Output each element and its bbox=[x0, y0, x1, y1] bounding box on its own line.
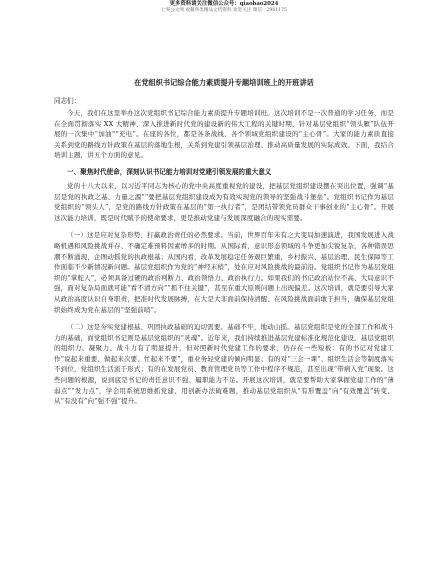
body-paragraph-1: 党的十八大以来，以习近平同志为核心的党中央高度重视党的建设，把基层党组织建设摆在突出位置，强调“基层是党的执政之基、力量之源”“要把基层党组织建设成为有效实现党的领导的坚强战斗堡垒”。党组织书记作为基层党组织的“领头人”，是党的路线方针政策在基层的“第一执行者”，是团结带领党员群众干事创业的“主心骨”。开展这次能力培训，既是时代赋予的使命要求，更是推动党建与发展深度融合的现实需要。 bbox=[54, 181, 394, 222]
section-heading-1: 一、聚焦时代使命，深刻认识书记能力培训对党建引领发展的重大意义 bbox=[67, 167, 272, 176]
header-line-1: 更多资料请关注微信公众号：qiaobao2024 bbox=[169, 1, 279, 7]
document-body bbox=[54, 78, 394, 407]
body-paragraph-3: （二）这是夯实党建根基、巩固执政基础的迫切需要。基础不牢，地动山摇。基层党组织是党的全部工作和战斗力的基础，而党组织书记则是基层党组织的“灵魂”。近年来，我们持续推进基层党建标准化规范化建设，基层党组织的组织力、凝聚力、战斗力有了明显提升，但对照新时代党建工作的要求，仍存在一些短板：有的书记对党建工作“说起来重要、做起来次要、忙起来不要”，重业务轻党建的倾向明显；有的对“三会一课”、组织生活会等制度落实不到位，党组织生活流于形式；有的在发展党员、教育管理党员等工作中程序不规范，甚至出现“带病入党”现象。这些问题的根源，说到底是书记的责任意识不强、履职能力不足。开展这次培训，就是要帮助大家掌握党建工作的“薄弱点”“发力点”，学会用系统思维抓党建、用创新办法破难题，推动基层党组织从“有形覆盖”向“有效覆盖”转变，从“有没有”向“强不强”提升。 bbox=[54, 323, 394, 406]
header-line-2: 七零公文网 收藏各类精品文档资料 欢迎关注 微信：2961175 bbox=[161, 8, 287, 13]
body-paragraph-2: （一）这是应对复杂形势、打赢政治责任的必然要求。当前，世界百年未有之大变局加速演进，我国发展进入战略机遇和风险挑战并存、不确定难预料因素增多的时期。从国际看，意识形态领域的斗争更加尖锐复杂，各种错误思潮不断涌现，企图动摇党的执政根基；从国内看，改革发展稳定任务艰巨繁重，乡村振兴、基层治理、民生保障等工作面临不少新情况新问题。基层党组织作为党的“神经末梢”，处在应对风险挑战的最前沿。党组织书记作为基层党组织的“掌舵人”，必须具备过硬的政治判断力、政治领悟力、政治执行力。如果我们的书记政治站位不高、大局意识不强，面对复杂局面就可能“看不清方向”“抓不住关键”，甚至在重大原则问题上出现偏差。这次培训，就是要引导大家从政治高度认识自身职责，把准时代发展脉搏，在大是大非面前保持清醒、在风险挑战面前敢于担当，确保基层党组织始终成为党在基层的“坚强前哨”。 bbox=[54, 231, 394, 314]
document-title: 在党组织书记综合能力素质提升专题培训班上的开班讲话 bbox=[134, 78, 314, 87]
greeting: 同志们： bbox=[54, 97, 81, 105]
header-banner bbox=[0, 0, 448, 18]
intro-paragraph: 今天，我们在这里举办这次党组织书记综合能力素质提升专题培训班。这次培训不是一次普通的学习任务，而是在全面贯彻落实 XX 大精神、深入推进新时代党的建设新的伟大工程的关键时期，针对基层党组织“领头雁”队伍开展的一次集中“加油”“充电”。在座的各位，都是各条战线、各个领域党组织建设的“主心骨”。大家的能力素质直接关系到党的路线方针政策在基层的落地生根，关系到党建引领基层治理、推动高质量发展的实际成效。下面，我结合培训主题，讲五个方面的意见。 bbox=[54, 109, 394, 160]
